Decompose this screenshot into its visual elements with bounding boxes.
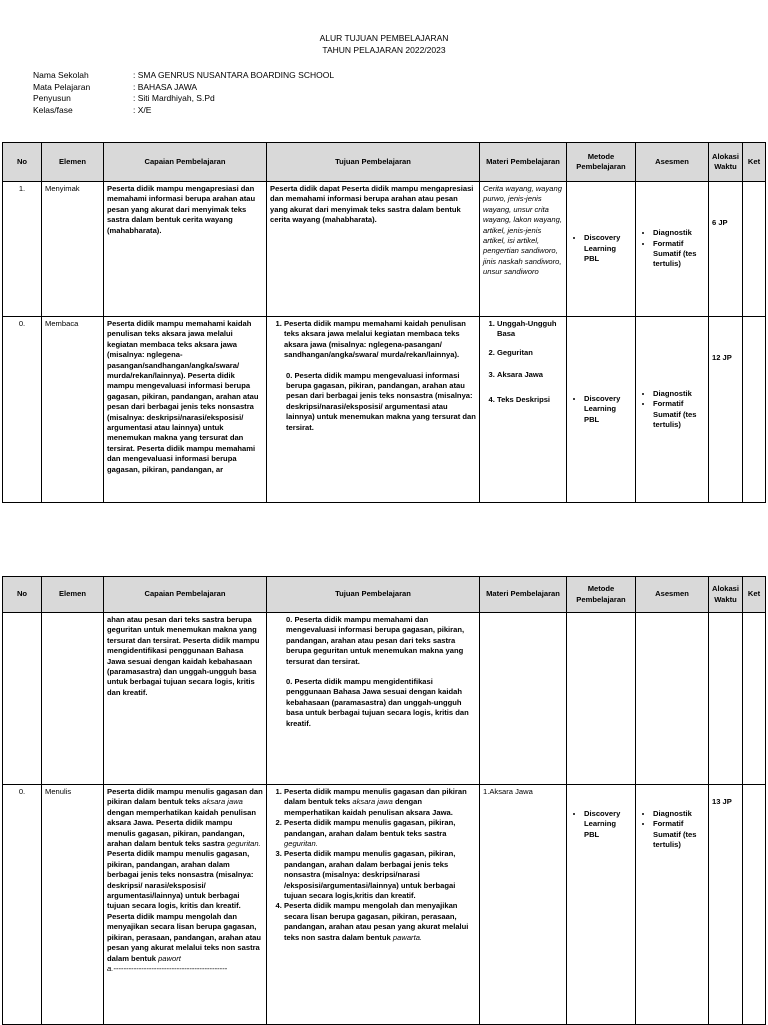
capaian-italic: geguritan. (226, 839, 261, 849)
row-alokasi (709, 613, 743, 785)
info-subject (33, 82, 334, 94)
table-row (3, 317, 766, 503)
col-no: No (3, 143, 42, 182)
learning-table-1 (2, 142, 766, 503)
metode-item: • Discovery Learning PBL (584, 233, 632, 264)
row-ket (743, 785, 766, 1025)
col-tujuan: Tujuan Pembelajaran (267, 577, 480, 613)
col-capaian: Capaian Pembelajaran (104, 577, 267, 613)
col-metode: Metode Pembelajaran (567, 577, 636, 613)
row-asesmen (636, 182, 709, 317)
info-label: Kelas/fase (33, 104, 73, 115)
tujuan-text: Peserta didik mampu mengolah dan menyajikan secara lisan berupa gagasan, pikiran, perasaan, pandangan, arahan atau pesan yang akurat melalui teks non sastra dalam bentuk (284, 901, 469, 942)
materi-item: 4. Teks Deskripsi (497, 395, 563, 405)
row-materi: Cerita wayang, wayang purwo, jenis-jenis wayang, unsur crita wayang, lakon wayang, artikel, jenis-jenis artikel, isi artikel, pengertian sandiworo, jinis naskah sandiworo, unsur sandiworo (480, 182, 567, 317)
capaian-text: dengan memperhatikan kaidah penulisan aksara Jawa. Peserta didik mampu menulis gagasan, pikiran, pandangan, arahan dalam bentuk teks sastra (107, 807, 256, 849)
tujuan-marker: 0. (286, 370, 295, 380)
tujuan-item (270, 615, 476, 667)
row-asesmen (636, 317, 709, 503)
tujuan-text: Peserta didik mampu memahami dan mengevaluasi informasi berupa gagasan, pikiran, pandangan, arahan atau pesan dari teks sastra berupa geguritan untuk menemukan makna yang tersurat dan tersirat. (286, 615, 465, 666)
row-elemen: Menyimak (42, 182, 104, 317)
col-elemen: Elemen (42, 143, 104, 182)
row-elemen: Menulis (42, 785, 104, 1025)
materi-item: 1. Unggah-Ungguh Basa (497, 319, 563, 340)
asesmen-item: • Formatif Sumatif (tes tertulis) (653, 819, 705, 850)
doc-title: ALUR TUJUAN PEMBELAJARAN (319, 33, 449, 43)
info-label: Nama Sekolah (33, 70, 89, 80)
row-elemen (42, 613, 104, 785)
info-value: : X/E (133, 104, 152, 115)
table-row (3, 785, 766, 1025)
row-materi (480, 317, 567, 503)
learning-table-2 (2, 576, 766, 1025)
row-metode (567, 182, 636, 317)
info-label: Mata Pelajaran (33, 81, 91, 92)
table-header-row (3, 143, 766, 182)
tujuan-item (284, 849, 476, 901)
asesmen-item: • Diagnostik (653, 809, 705, 819)
table-row (3, 182, 766, 317)
row-tujuan (267, 613, 480, 785)
col-asesmen: Asesmen (636, 577, 709, 613)
metode-item: • Discovery Learning PBL (584, 809, 632, 840)
capaian-text: Peserta didik mampu menulis gagasan dan pikiran dalam bentuk teks (107, 787, 263, 807)
row-alokasi: 12 JP (709, 317, 743, 503)
info-value: : Siti Mardhiyah, S.Pd (133, 93, 215, 103)
col-materi: Materi Pembelajaran (480, 577, 567, 613)
row-ket (743, 613, 766, 785)
table-header-row (3, 577, 766, 613)
tujuan-text: Peserta didik mampu menulis gagasan, pikiran, pandangan, arahan dalam berbagai jenis teks nonsastra (misalnya: deskripsi/narasi /eksposisi/argumentasi/lainnya) untuk berbagai tujuan secara logis,kritis dan kreatif. (284, 849, 456, 901)
doc-year: TAHUN PELAJARAN 2022/2023 (322, 45, 446, 55)
row-elemen: Membaca (42, 317, 104, 503)
row-tujuan (267, 785, 480, 1025)
row-capaian: Peserta didik mampu mengapresiasi dan memahami informasi berupa arahan atau pesan yang akurat dari menyimak teks sastra dalam bentuk cerita wayang (mahabharata). (104, 182, 267, 317)
tujuan-marker: 0. (286, 615, 295, 624)
col-capaian: Capaian Pembelajaran (104, 143, 267, 182)
tujuan-text: Peserta didik mampu mengevaluasi informasi berupa gagasan, pikiran, pandangan, arahan atau pesan dari berbagai jenis teks nonsastra (misalnya: deskripsi/narasi/eksposisi/ argumentasi atau lainnya) untuk menemukan makna yang tersurat dan tersirat. (286, 370, 476, 432)
row-capaian: ahan atau pesan dari teks sastra berupa geguritan untuk menemukan makna yang tersurat dan tersirat. Peserta didik mampu mengidentifikasi penggunaan Bahasa Jawa sesuai dengan kaidah kebahasaan (paramasastra) dan unggah-ungguh basa untuk berbagai tujuan secara logis, kritis dan kreatif. (104, 613, 267, 785)
tujuan-italic: geguritan. (284, 839, 318, 849)
asesmen-item: • Diagnostik (653, 228, 705, 238)
info-class (33, 105, 334, 117)
row-alokasi: 13 JP (709, 785, 743, 1025)
info-school (33, 70, 334, 82)
col-no: No (3, 577, 42, 613)
tujuan-item (284, 901, 476, 943)
metode-item: • Discovery Learning PBL (584, 394, 632, 425)
tujuan-item (270, 371, 476, 433)
col-alokasi: Alokasi Waktu (709, 143, 743, 182)
col-elemen: Elemen (42, 577, 104, 613)
row-ket (743, 317, 766, 503)
info-author (33, 93, 334, 105)
row-metode (567, 317, 636, 503)
row-capaian: Peserta didik mampu memahami kaidah penulisan teks aksara jawa melalui kegiatan membaca teks aksara jawa (misalnya: nglegena-pasangan/sandhangan/angka/swara/ murda/rekan/lainnya). Peserta didik mampu mengevaluasi informasi berupa gagasan, pikiran, pandangan, arahan atau pesan dari berbagai jenis teks nonsastra (misalnya: deskripsi/narasi/eksposisi/ argumentasi atau lainnya) untuk menemukan makna yang tersurat dan tersirat. Peserta didik mampu memahami dan mengevaluasi informasi berupa gagasan, pikiran, pandangan, ar (104, 317, 267, 503)
school-info (33, 70, 334, 116)
tujuan-marker: 0. (286, 677, 295, 687)
info-label: Penyusun (33, 93, 71, 103)
tujuan-item (284, 818, 476, 849)
row-metode (567, 613, 636, 785)
info-value: : SMA GENRUS NUSANTARA BOARDING SCHOOL (133, 70, 335, 80)
row-materi (480, 613, 567, 785)
tujuan-item: 1. Peserta didik mampu memahami kaidah penulisan teks aksara jawa melalui kegiatan membaca teks aksara jawa (misalnya: nglegena-pasangan/ sandhangan/angka/swara/ murda/rekan/lainnya). (284, 319, 476, 361)
tujuan-italic: pawarta. (392, 932, 423, 942)
info-value: : BAHASA JAWA (133, 81, 198, 92)
capaian-italic: aksara jawa (202, 797, 243, 807)
tujuan-text: Peserta didik mampu mengidentifikasi penggunaan Bahasa Jawa sesuai dengan kaidah kebahasaan (paramasastra) dan unggah-ungguh basa untuk berbagai tujuan secara logis, kritis dan kreatif. (286, 677, 469, 728)
tujuan-item (270, 677, 476, 729)
col-metode: Metode Pembelajaran (567, 143, 636, 182)
col-ket: Ket (743, 577, 766, 613)
tujuan-item (284, 787, 476, 818)
col-tujuan: Tujuan Pembelajaran (267, 143, 480, 182)
tujuan-italic: aksara jawa (352, 797, 393, 807)
col-ket: Ket (743, 143, 766, 182)
asesmen-item: • Diagnostik (653, 389, 705, 399)
tujuan-text: Peserta didik mampu menulis gagasan, pikiran, pandangan, arahan dalam bentuk teks sastra (284, 818, 456, 838)
row-no: 0. (3, 785, 42, 1025)
row-ket (743, 182, 766, 317)
col-asesmen: Asesmen (636, 143, 709, 182)
asesmen-item: • Formatif Sumatif (tes tertulis) (653, 239, 705, 270)
capaian-dashes: a.--------------------------------------------- (107, 963, 228, 973)
col-materi: Materi Pembelajaran (480, 143, 567, 182)
table-row (3, 613, 766, 785)
row-alokasi: 6 JP (709, 182, 743, 317)
row-tujuan: Peserta didik dapat Peserta didik mampu mengapresiasi dan memahami informasi berupa arahan atau pesan yang akurat dari menyimak teks sastra dalam bentuk cerita wayang (mahabharata). (267, 182, 480, 317)
materi-item: 3. Aksara Jawa (497, 370, 563, 380)
asesmen-item: • Formatif Sumatif (tes tertulis) (653, 399, 705, 430)
row-no (3, 613, 42, 785)
row-asesmen (636, 785, 709, 1025)
row-metode (567, 785, 636, 1025)
row-materi: 1.Aksara Jawa (480, 785, 567, 1025)
tujuan-text: dengan memperhatikan kaidah penulisan aksara Jawa. (284, 797, 453, 817)
row-capaian (104, 785, 267, 1025)
materi-item: 2. Geguritan (497, 348, 563, 358)
row-no: 0. (3, 317, 42, 503)
tujuan-text: Peserta didik mampu menulis gagasan dan pikiran dalam bentuk teks (284, 787, 467, 807)
col-alokasi: Alokasi Waktu (709, 577, 743, 613)
capaian-text: Peserta didik mampu menulis gagasan, pikiran, pandangan, arahan dalam berbagai jenis teks nonsastra (misalnya: deskripsi/ narasi/eksposisi/ argumentasi/lainnya) untuk berbagai tujuan secara logis, kritis dan kreatif. Peserta didik mampu mengolah dan menyajikan secara lisan berupa gagasan, pikiran, perasaan, pandangan, arahan atau pesan yang akurat melalui teks non sastra dalam bentuk (107, 849, 262, 963)
row-asesmen (636, 613, 709, 785)
row-tujuan (267, 317, 480, 503)
row-no: 1. (3, 182, 42, 317)
capaian-italic: pawort (158, 953, 181, 963)
